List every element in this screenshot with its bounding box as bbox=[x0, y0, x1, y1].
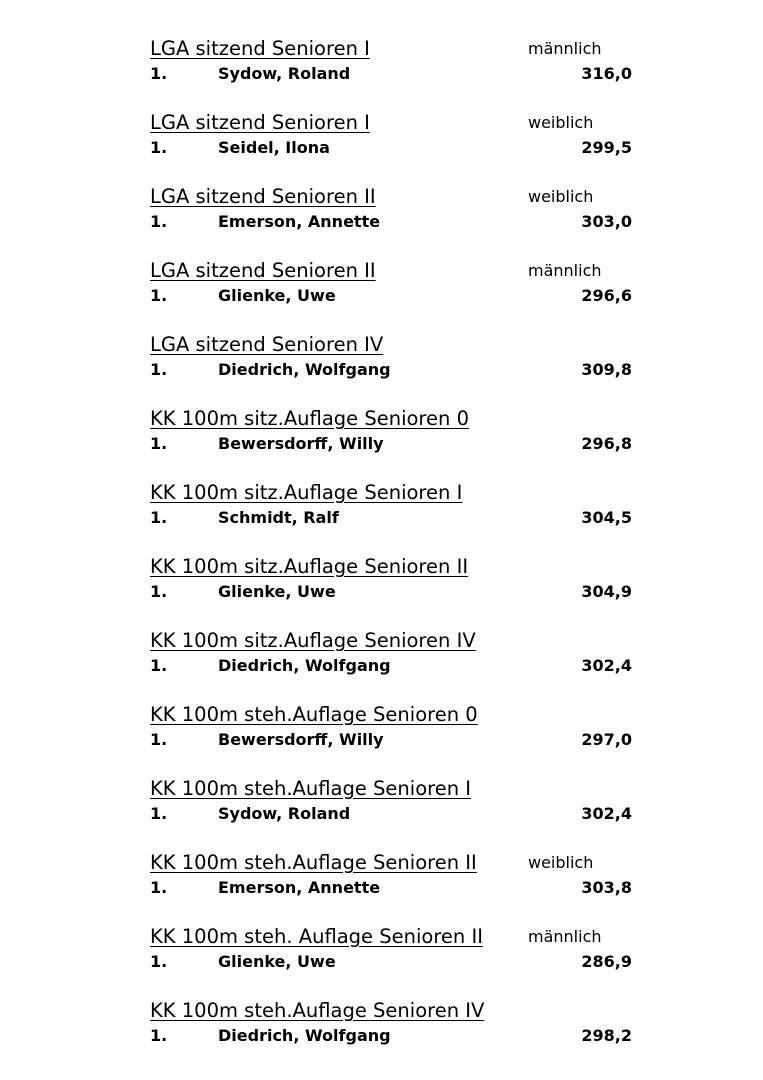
gender-label: weiblich bbox=[528, 853, 594, 872]
result-block bbox=[150, 37, 632, 111]
score: 299,5 bbox=[581, 138, 632, 157]
category-heading: LGA sitzend Senioren IV bbox=[150, 333, 384, 356]
rank: 1. bbox=[150, 434, 168, 453]
result-block bbox=[150, 851, 632, 925]
result-row bbox=[150, 433, 632, 455]
result-row bbox=[150, 729, 632, 751]
result-block bbox=[150, 259, 632, 333]
score: 298,2 bbox=[581, 1026, 632, 1045]
rank: 1. bbox=[150, 804, 168, 823]
score: 303,0 bbox=[581, 212, 632, 231]
results-list bbox=[150, 37, 632, 1073]
category-heading: LGA sitzend Senioren II bbox=[150, 185, 376, 208]
gender-label: männlich bbox=[528, 39, 602, 58]
shooter-name: Diedrich, Wolfgang bbox=[218, 1026, 391, 1045]
shooter-name: Bewersdorff, Willy bbox=[218, 730, 384, 749]
shooter-name: Sydow, Roland bbox=[218, 64, 351, 83]
gender-label: weiblich bbox=[528, 113, 594, 132]
gender-label: männlich bbox=[528, 261, 602, 280]
result-row bbox=[150, 137, 632, 159]
score: 304,5 bbox=[581, 508, 632, 527]
result-row bbox=[150, 1025, 632, 1047]
category-heading: KK 100m steh.Auflage Senioren I bbox=[150, 777, 472, 800]
result-block bbox=[150, 185, 632, 259]
result-row bbox=[150, 359, 632, 381]
gender-label: weiblich bbox=[528, 187, 594, 206]
rank: 1. bbox=[150, 212, 168, 231]
shooter-name: Seidel, Ilona bbox=[218, 138, 330, 157]
result-row bbox=[150, 507, 632, 529]
result-row bbox=[150, 803, 632, 825]
category-heading: LGA sitzend Senioren I bbox=[150, 37, 370, 60]
rank: 1. bbox=[150, 286, 168, 305]
category-heading: KK 100m steh.Auflage Senioren IV bbox=[150, 999, 485, 1022]
result-row bbox=[150, 877, 632, 899]
shooter-name: Emerson, Annette bbox=[218, 212, 381, 231]
result-row bbox=[150, 581, 632, 603]
score: 316,0 bbox=[581, 64, 632, 83]
score: 303,8 bbox=[581, 878, 632, 897]
score: 297,0 bbox=[581, 730, 632, 749]
score: 302,4 bbox=[581, 656, 632, 675]
result-block bbox=[150, 481, 632, 555]
result-block bbox=[150, 925, 632, 999]
score: 309,8 bbox=[581, 360, 632, 379]
shooter-name: Glienke, Uwe bbox=[218, 952, 336, 971]
result-row bbox=[150, 285, 632, 307]
shooter-name: Bewersdorff, Willy bbox=[218, 434, 384, 453]
shooter-name: Glienke, Uwe bbox=[218, 582, 336, 601]
result-block bbox=[150, 111, 632, 185]
score: 302,4 bbox=[581, 804, 632, 823]
result-block bbox=[150, 777, 632, 851]
result-block bbox=[150, 407, 632, 481]
category-heading: KK 100m sitz.Auflage Senioren 0 bbox=[150, 407, 469, 430]
rank: 1. bbox=[150, 1026, 168, 1045]
result-block bbox=[150, 703, 632, 777]
rank: 1. bbox=[150, 656, 168, 675]
rank: 1. bbox=[150, 508, 168, 527]
category-heading: LGA sitzend Senioren I bbox=[150, 111, 370, 134]
result-row bbox=[150, 211, 632, 233]
category-heading: KK 100m sitz.Auflage Senioren IV bbox=[150, 629, 476, 652]
shooter-name: Diedrich, Wolfgang bbox=[218, 656, 391, 675]
result-block bbox=[150, 555, 632, 629]
category-heading: LGA sitzend Senioren II bbox=[150, 259, 376, 282]
score: 296,8 bbox=[581, 434, 632, 453]
result-row bbox=[150, 63, 632, 85]
score: 296,6 bbox=[581, 286, 632, 305]
shooter-name: Diedrich, Wolfgang bbox=[218, 360, 391, 379]
result-block bbox=[150, 999, 632, 1073]
score: 286,9 bbox=[581, 952, 632, 971]
result-row bbox=[150, 951, 632, 973]
score: 304,9 bbox=[581, 582, 632, 601]
category-heading: KK 100m sitz.Auflage Senioren II bbox=[150, 555, 469, 578]
result-block bbox=[150, 629, 632, 703]
rank: 1. bbox=[150, 360, 168, 379]
rank: 1. bbox=[150, 64, 168, 83]
shooter-name: Schmidt, Ralf bbox=[218, 508, 339, 527]
category-heading: KK 100m sitz.Auflage Senioren I bbox=[150, 481, 463, 504]
rank: 1. bbox=[150, 878, 168, 897]
shooter-name: Glienke, Uwe bbox=[218, 286, 336, 305]
rank: 1. bbox=[150, 730, 168, 749]
result-block bbox=[150, 333, 632, 407]
shooter-name: Sydow, Roland bbox=[218, 804, 351, 823]
rank: 1. bbox=[150, 582, 168, 601]
category-heading: KK 100m steh.Auflage Senioren 0 bbox=[150, 703, 478, 726]
result-row bbox=[150, 655, 632, 677]
rank: 1. bbox=[150, 138, 168, 157]
gender-label: männlich bbox=[528, 927, 602, 946]
rank: 1. bbox=[150, 952, 168, 971]
category-heading: KK 100m steh.Auflage Senioren II bbox=[150, 851, 477, 874]
shooter-name: Emerson, Annette bbox=[218, 878, 381, 897]
category-heading: KK 100m steh. Auflage Senioren II bbox=[150, 925, 483, 948]
